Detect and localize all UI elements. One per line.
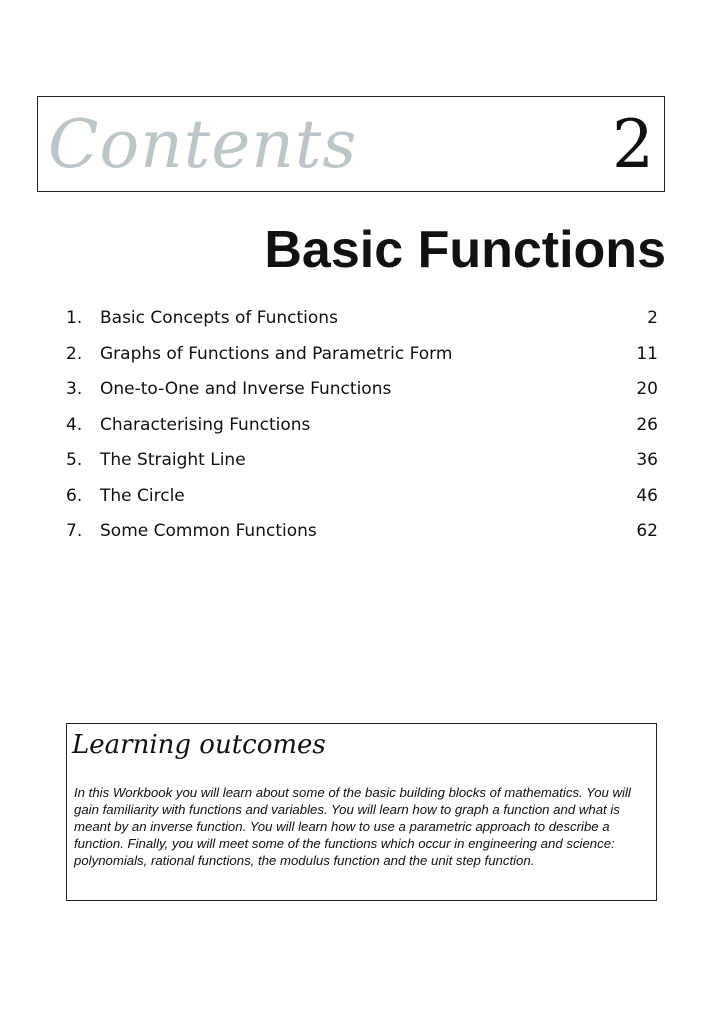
toc-entry-number: 2.: [66, 343, 83, 364]
toc-entry-title[interactable]: The Circle: [100, 485, 185, 506]
toc-entry-number: 1.: [66, 308, 83, 328]
toc-entry-4[interactable]: [66, 408, 658, 444]
toc-entry-5[interactable]: [66, 443, 658, 479]
workbook-title: Basic Functions: [264, 221, 666, 279]
toc-entry-page: 46: [636, 485, 658, 506]
toc-entry-number: 6.: [66, 485, 83, 506]
toc-entry-number: 7.: [66, 521, 83, 541]
contents-heading: Contents: [48, 106, 358, 183]
toc-entry-title[interactable]: The Straight Line: [100, 450, 246, 470]
chapter-number: 2: [612, 106, 654, 183]
learning-outcomes-box: [66, 723, 657, 901]
toc-entry-2[interactable]: [66, 337, 658, 373]
toc-entry-page: 2: [647, 308, 658, 328]
toc-entry-3[interactable]: [66, 372, 658, 408]
toc-entry-page: 26: [636, 414, 658, 435]
toc-entry-6[interactable]: [66, 479, 658, 515]
toc-entry-number: 3.: [66, 379, 83, 399]
toc-entry-title[interactable]: Basic Concepts of Functions: [100, 308, 338, 328]
toc-entry-title[interactable]: Characterising Functions: [100, 414, 311, 435]
toc-entry-page: 62: [636, 521, 658, 541]
toc-entry-1[interactable]: [66, 301, 658, 337]
contents-header-box: [37, 96, 665, 192]
toc-entry-title[interactable]: Some Common Functions: [100, 521, 317, 541]
toc-entry-title[interactable]: One-to-One and Inverse Functions: [100, 379, 392, 399]
toc-entry-page: 20: [636, 379, 658, 399]
toc-entry-page: 36: [636, 450, 658, 470]
toc-entry-number: 5.: [66, 450, 83, 470]
toc-entry-page: 11: [636, 343, 658, 364]
toc-entry-7[interactable]: [66, 514, 658, 550]
toc-entry-title[interactable]: Graphs of Functions and Parametric Form: [100, 343, 453, 364]
table-of-contents: [66, 301, 658, 550]
toc-entry-number: 4.: [66, 414, 83, 435]
learning-outcomes-heading: Learning outcomes: [72, 730, 326, 760]
learning-outcomes-text: In this Workbook you will learn about some of the basic building blocks of mathematics. You will gain familiarity with functions and variables. You will learn how to graph a function and what is meant by an inverse function. You will learn how to use a parametric approach to describe a function. Finally, you will meet some of the functions which occur in engineering and science: polynomials, rational functions, the modulus function and the unit step function.: [74, 785, 631, 868]
